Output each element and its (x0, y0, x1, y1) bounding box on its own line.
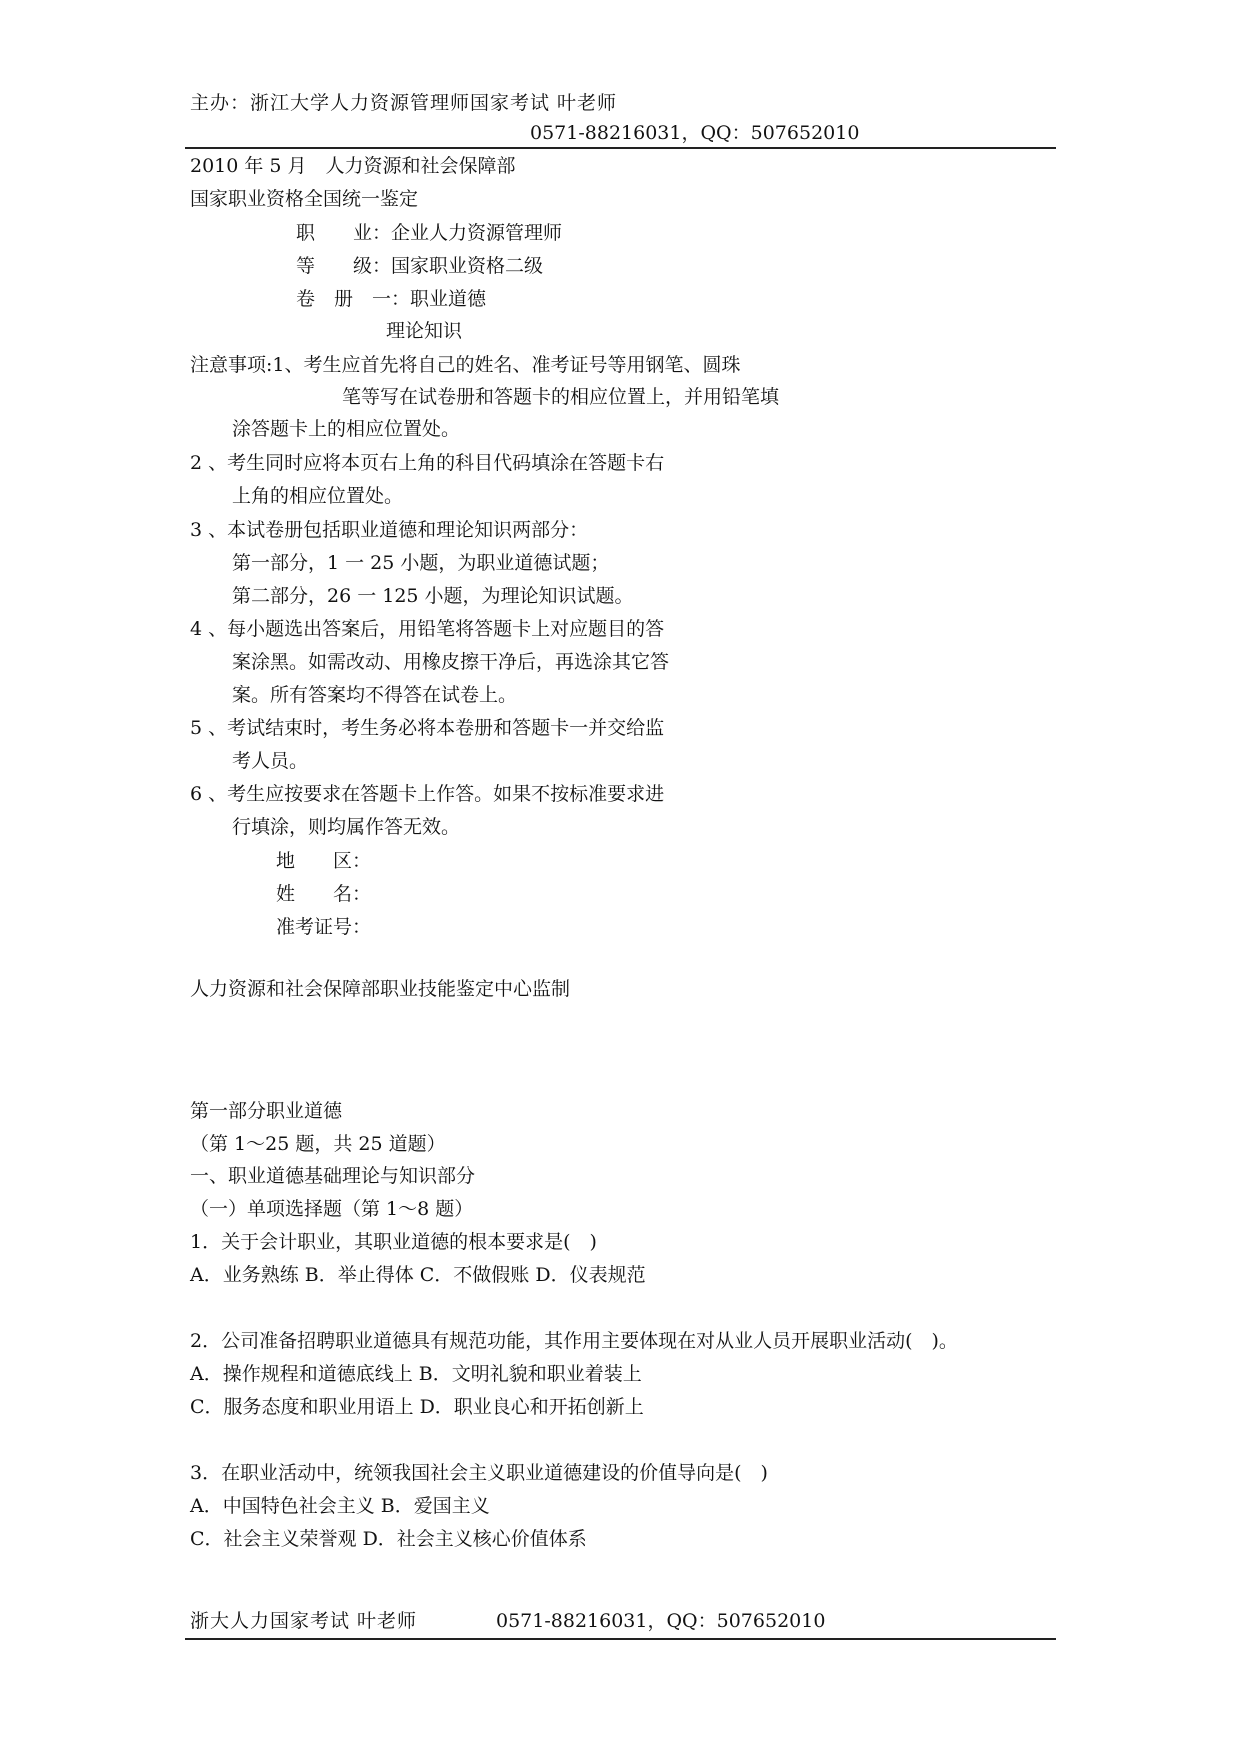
question-2-options-a: A．操作规程和道德底线上 B．文明礼貌和职业着装上 (190, 1363, 642, 1385)
note-line: 笔等写在试卷册和答题卡的相应位置上，并用铅笔填 (342, 386, 780, 408)
note-line: 案。所有答案均不得答在试卷上。 (232, 684, 518, 706)
exam-title: 国家职业资格全国统一鉴定 (190, 188, 419, 210)
question-2-options-b: C．服务态度和职业用语上 D．职业良心和开拓创新上 (190, 1396, 644, 1418)
level-line: 等 级：国家职业资格二级 (296, 255, 544, 277)
note-line: 第二部分，26 一 125 小题，为理论知识试题。 (232, 585, 634, 607)
question-1-stem: 1．关于会计职业，其职业道德的根本要求是( ) (190, 1231, 597, 1253)
question-2-stem: 2．公司准备招聘职业道德具有规范功能，其作用主要体现在对从业人员开展职业活动( )。 (190, 1330, 958, 1352)
note-line: 6 、考生应按要求在答题卡上作答。如果不按标准要求进 (190, 783, 665, 805)
volume-line: 卷 册 一：职业道德 (296, 288, 487, 310)
part-title: 第一部分职业道德 (190, 1100, 343, 1122)
subsection-heading: （一）单项选择题（第 1～8 题） (190, 1198, 474, 1220)
question-3-options-b: C．社会主义荣誉观 D．社会主义核心价值体系 (190, 1528, 587, 1550)
field-name: 姓 名： (276, 883, 372, 905)
note-line: 注意事项:1、考生应首先将自己的姓名、准考证号等用钢笔、圆珠 (190, 354, 741, 376)
note-line: 案涂黑。如需改动、用橡皮擦干净后，再选涂其它答 (232, 651, 670, 673)
question-3-options-a: A．中国特色社会主义 B．爱国主义 (190, 1495, 490, 1517)
note-line: 5 、考试结束时，考生务必将本卷册和答题卡一并交给监 (190, 717, 665, 739)
note-line: 第一部分，1 一 25 小题，为职业道德试题； (232, 552, 610, 574)
header-contact: 0571-88216031，QQ：507652010 (530, 122, 860, 144)
note-line: 上角的相应位置处。 (232, 485, 404, 507)
footer-contact: 0571-88216031，QQ：507652010 (496, 1610, 826, 1632)
footer-divider (185, 1638, 1056, 1640)
field-region: 地 区： (276, 850, 372, 872)
question-3-stem: 3．在职业活动中，统领我国社会主义职业道德建设的价值导向是( ) (190, 1462, 768, 1484)
note-line: 涂答题卡上的相应位置处。 (232, 418, 461, 440)
header-divider (185, 147, 1056, 149)
note-line: 考人员。 (232, 750, 309, 772)
field-ticket-number: 准考证号： (276, 916, 372, 938)
volume-line-2: 理论知识 (386, 320, 463, 342)
section-heading: 一、职业道德基础理论与知识部分 (190, 1165, 476, 1187)
note-line: 4 、每小题选出答案后，用铅笔将答题卡上对应题目的答 (190, 618, 665, 640)
note-line: 3 、本试卷册包括职业道德和理论知识两部分： (190, 519, 589, 541)
part-range: （第 1～25 题，共 25 道题） (190, 1133, 446, 1155)
note-line: 2 、考生同时应将本页右上角的科目代码填涂在答题卡右 (190, 452, 665, 474)
question-1-options: A．业务熟练 B．举止得体 C．不做假账 D．仪表规范 (190, 1264, 646, 1286)
note-line: 行填涂，则均属作答无效。 (232, 816, 461, 838)
occupation-line: 职 业：企业人力资源管理师 (296, 222, 563, 244)
footer-left: 浙大人力国家考试 叶老师 (190, 1610, 418, 1632)
header-organizer: 主办：浙江大学人力资源管理师国家考试 叶老师 (190, 92, 618, 114)
exam-date-line: 2010 年 5 月 人力资源和社会保障部 (190, 155, 516, 177)
supervisor-line: 人力资源和社会保障部职业技能鉴定中心监制 (190, 978, 571, 1000)
